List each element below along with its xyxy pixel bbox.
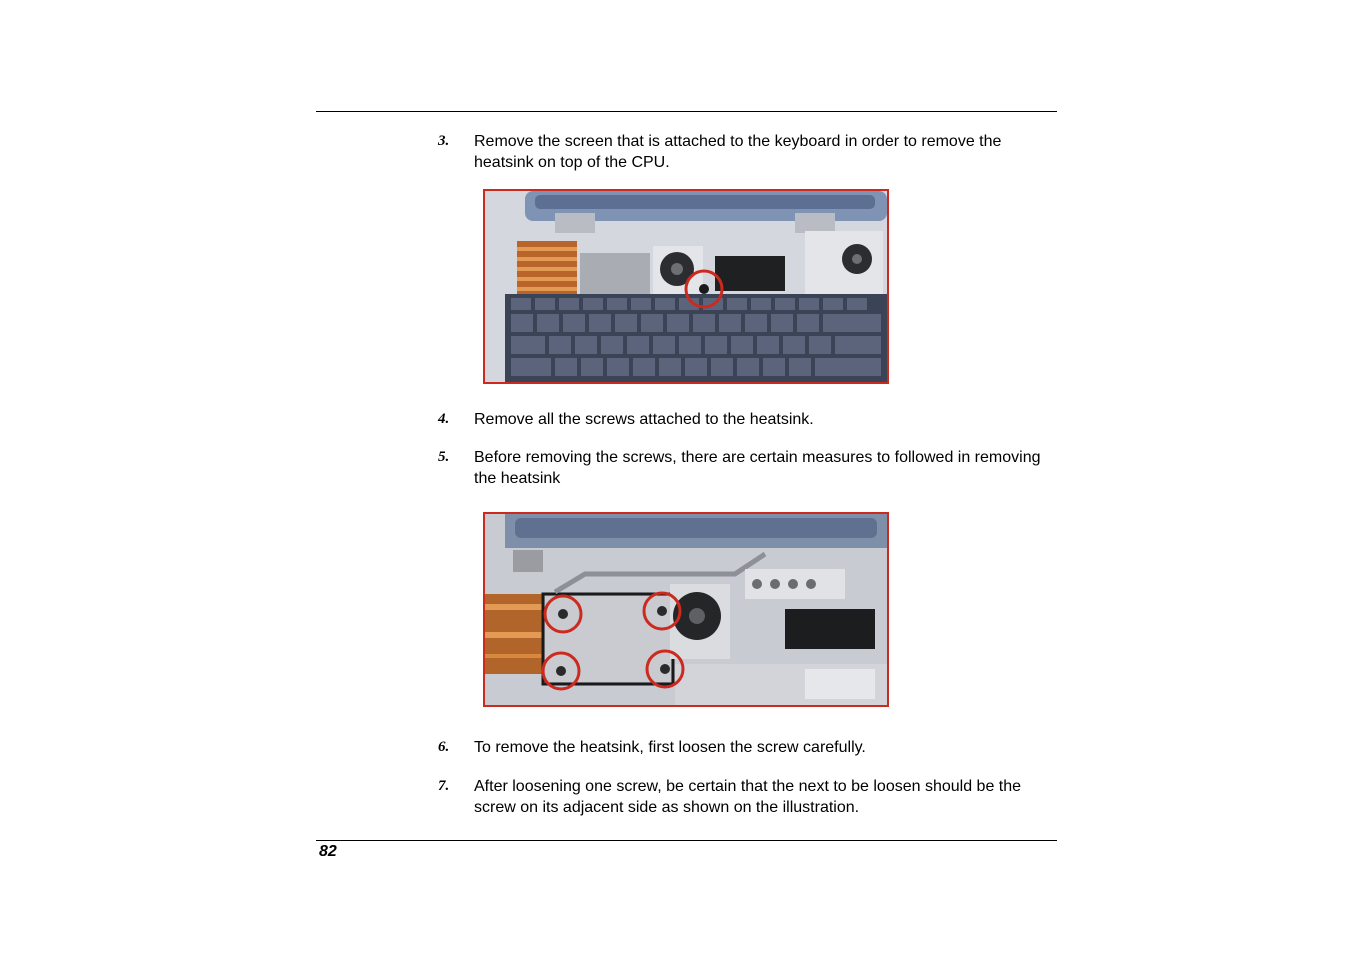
heatsink-screws-photo (483, 512, 889, 707)
page-number: 82 (319, 843, 337, 860)
header-rule (316, 111, 1057, 112)
step-number: 4. (438, 411, 450, 427)
keyboard-removal-photo (483, 189, 889, 384)
step-text: Remove the screen that is attached to the keyboard in order to remove the heatsink on top of the CPU. (474, 133, 1002, 171)
step-number: 3. (438, 133, 450, 149)
footer-rule (316, 840, 1057, 841)
step-text: Before removing the screws, there are certain measures to followed in removing the heatsink (474, 449, 1041, 487)
step-text: After loosening one screw, be certain that the next to be loosen should be the screw on its adjacent side as shown on the illustration. (474, 778, 1022, 816)
step-number: 5. (438, 449, 450, 465)
step-number: 6. (438, 739, 450, 755)
step-text: Remove all the screws attached to the heatsink. (474, 411, 814, 428)
heatsink-fins (485, 594, 545, 674)
step-text: To remove the heatsink, first loosen the screw carefully. (474, 739, 866, 756)
heatsink-fins (517, 241, 577, 296)
step-number: 7. (438, 778, 450, 794)
